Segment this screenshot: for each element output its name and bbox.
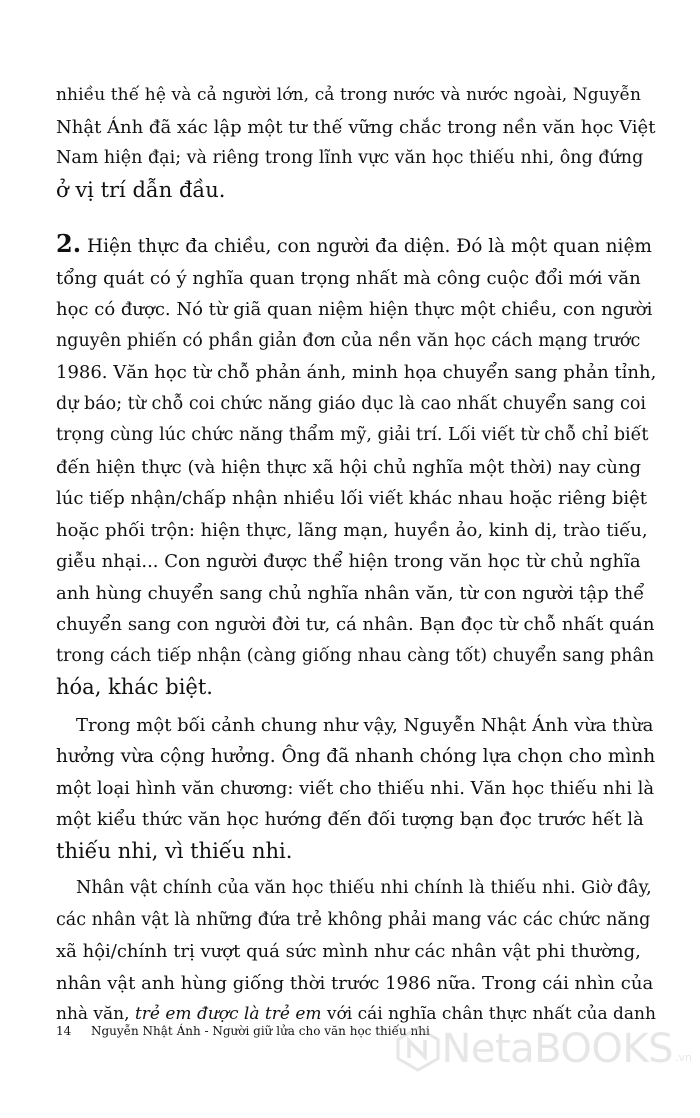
text-line: anh hùng chuyển sang chủ nghĩa nhân văn, từ con người tập thể	[56, 582, 645, 604]
text-line: đến hiện thực (và hiện thực xã hội chủ nghĩa một thời) nay cùng	[56, 456, 642, 478]
text-line: 1986. Văn học từ chỗ phản ánh, minh họa chuyển sang phản tỉnh,	[56, 362, 657, 383]
text-line: hoặc phối trộn: hiện thực, lãng mạn, huyền ảo, kinh dị, trào tiếu,	[56, 519, 648, 541]
paragraph-2	[56, 710, 656, 868]
text-line: hưởng vừa cộng hưởng. Ông đã nhanh chóng lựa chọn cho mình	[56, 746, 656, 767]
page-footer	[56, 1024, 430, 1038]
text-line: xã hội/chính trị vượt quá sức mình như các nhân vật phi thường,	[56, 941, 641, 962]
text-line: Nhân vật chính của văn học thiếu nhi chính là thiếu nhi. Giờ đây,	[76, 878, 652, 898]
text-line: trong cách tiếp nhận (càng giống nhau càng tốt) chuyển sang phân	[56, 645, 655, 666]
text-line: một kiểu thức văn học hướng đến đối tượng bạn đọc trước hết là	[56, 809, 644, 830]
text-line: chuyển sang con người đời tư, cá nhân. Bạn đọc từ chỗ nhất quán	[56, 614, 655, 635]
text-line: hóa, khác biệt.	[56, 675, 213, 699]
watermark-text: NetaBOOKS	[441, 1026, 674, 1072]
section-heading-line	[56, 228, 656, 263]
text-line: nguyên phiến có phần giản đơn của nền văn học cách mạng trước	[56, 330, 641, 351]
text-line: Nhật Ánh đã xác lập một tư thế vững chắc trong nền văn học Việt	[56, 116, 656, 138]
text-line: giễu nhại... Con người được thể hiện trong văn học từ chủ nghĩa	[56, 551, 641, 572]
paragraph-3	[56, 873, 656, 1031]
text-line: học có được. Nó từ giã quan niệm hiện thực một chiều, con người	[56, 299, 653, 320]
netabooks-logo-icon	[395, 1026, 441, 1072]
text-line: Trong một bối cảnh chung như vậy, Nguyễn Nhật Ánh vừa thừa	[76, 714, 654, 736]
section-lead-text: Hiện thực đa chiều, con người đa diện. Đó là một quan niệm	[81, 236, 652, 257]
text-line: ở vị trí dẫn đầu.	[56, 177, 226, 202]
text-line: tổng quát có ý nghĩa quan trọng nhất mà công cuộc đổi mới văn	[56, 267, 641, 289]
watermark-suffix: .vn	[675, 1050, 692, 1064]
emphasis-text: trẻ em được là trẻ em	[134, 1004, 322, 1024]
text-line: thiếu nhi, vì thiếu nhi.	[56, 838, 293, 863]
text-segment: với cái nghĩa chân thực nhất của danh	[321, 1004, 656, 1024]
text-line: nhiều thế hệ và cả người lớn, cả trong nước và nước ngoài, Nguyễn	[56, 85, 642, 105]
text-line: trọng cùng lúc chức năng thẩm mỹ, giải trí. Lối viết từ chỗ chỉ biết	[56, 425, 649, 445]
text-line: nhân vật anh hùng giống thời trước 1986 nữa. Trong cái nhìn của	[56, 972, 654, 994]
page-number: 14	[56, 1024, 72, 1038]
text-line: lúc tiếp nhận/chấp nhận nhiều lối viết khác nhau hoặc riêng biệt	[56, 488, 647, 509]
page-body	[56, 80, 656, 1031]
text-line: Nam hiện đại; và riêng trong lĩnh vực văn học thiếu nhi, ông đứng	[56, 148, 644, 168]
section-2	[56, 228, 656, 704]
text-line: các nhân vật là những đứa trẻ không phải mang vác các chức năng	[56, 909, 651, 930]
watermark	[395, 1026, 692, 1072]
running-title: Nguyễn Nhật Ánh - Người giữ lửa cho văn học thiếu nhi	[90, 1024, 430, 1038]
text-line: dự báo; từ chỗ coi chức năng giáo dục là cao nhất chuyển sang coi	[56, 393, 646, 414]
text-segment: nhà văn,	[56, 1004, 135, 1024]
section-number: 2.	[56, 229, 82, 258]
paragraph-intro	[56, 80, 656, 206]
text-line: một loại hình văn chương: viết cho thiếu nhi. Văn học thiếu nhi là	[56, 777, 655, 799]
